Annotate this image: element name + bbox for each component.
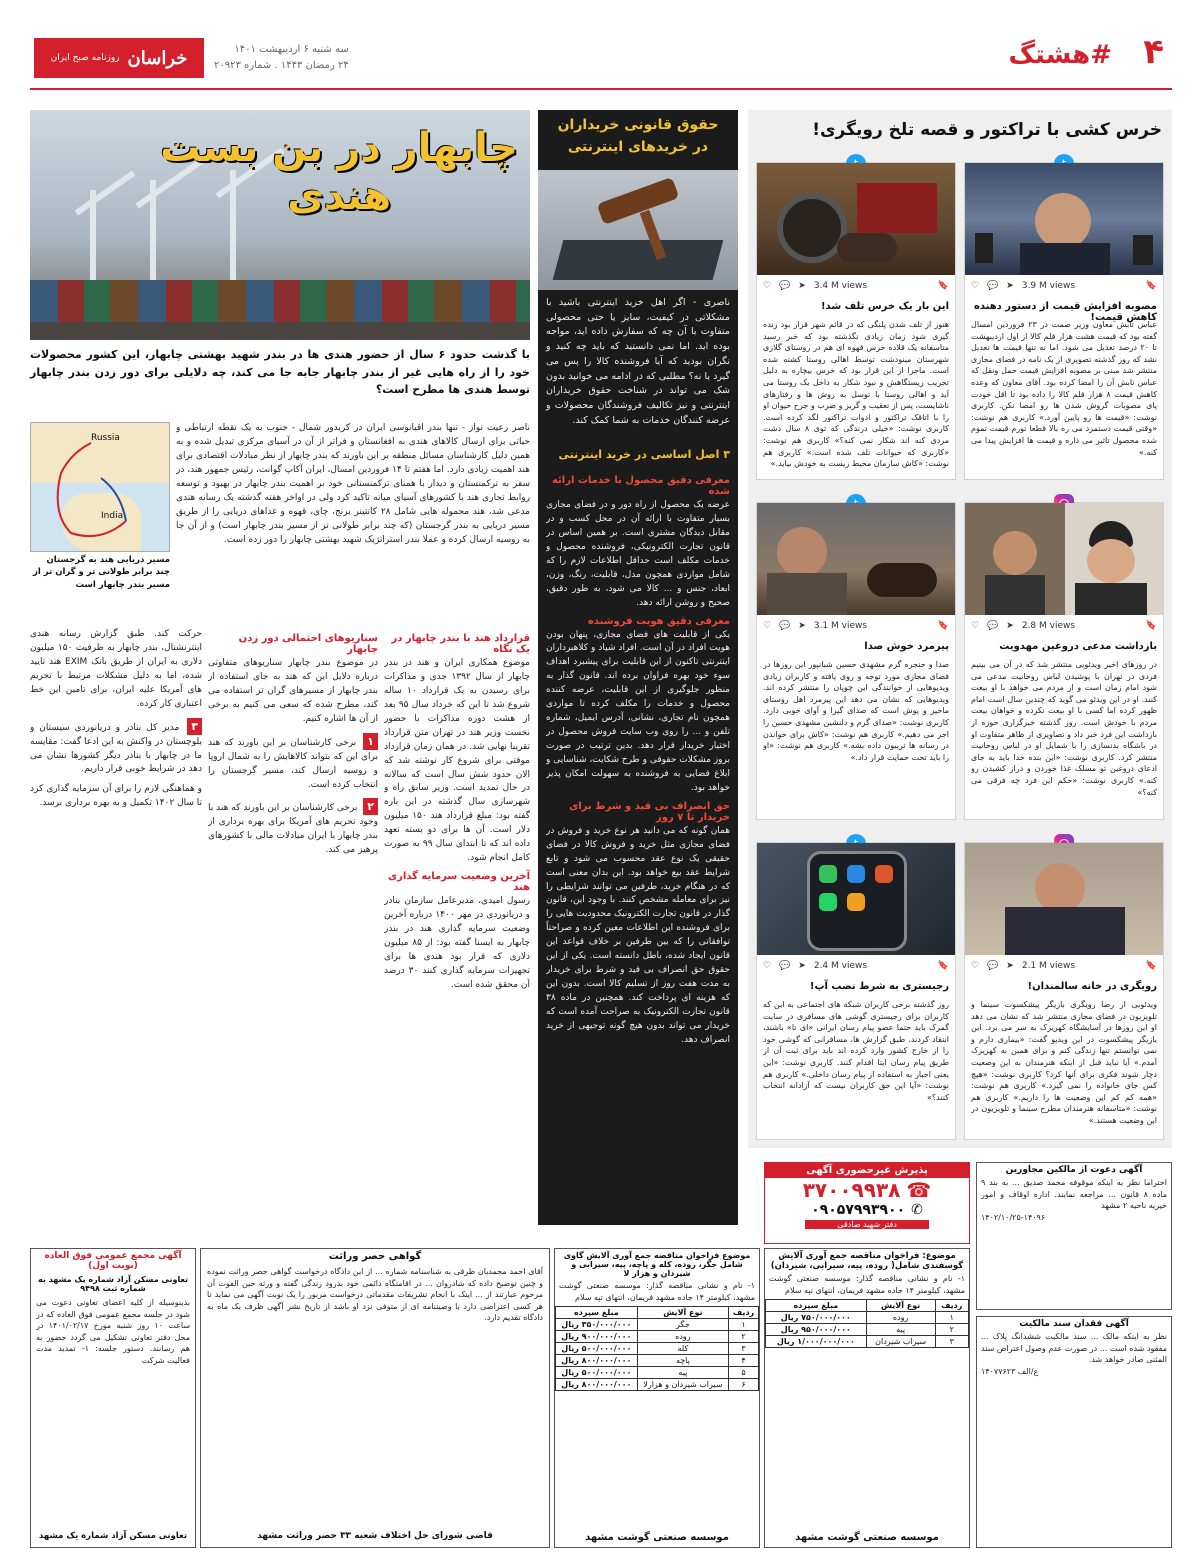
- cell: ۹۰۰/۰۰۰/۰۰۰ ریال: [556, 1331, 638, 1343]
- ad-lost-deed: [976, 1316, 1172, 1548]
- heart-icon[interactable]: ♡: [971, 281, 980, 291]
- cell: روده: [866, 1312, 935, 1324]
- cell: پاچه: [637, 1355, 728, 1367]
- rights-column: [538, 110, 738, 1225]
- ad-phone-2: [765, 1202, 969, 1218]
- rights-title: [544, 114, 732, 159]
- route-map: [30, 422, 170, 552]
- social-column: [748, 110, 1172, 1148]
- cell: ۳۵۰/۰۰۰/۰۰۰ ریال: [556, 1319, 638, 1331]
- closing-text: و هماهنگی لازم را برای آن سرمایه گذاری کرد تا سال ۱۴۰۲ تکمیل و به بهره برداری برسد.: [30, 784, 202, 809]
- tender-table: [765, 1299, 969, 1348]
- ad-footer: قاضی شورای حل اختلاف شعبه ۳۳ حصر وراثت مشهد: [257, 1531, 493, 1541]
- point-2-text: برخی کارشناسان بر این باورند که هند با وجود تحریم های آمریکا برای بهره برداری از بندر چابهار با ایران مبادلات مالی با کشورهای پرهیز می کند.: [208, 803, 378, 856]
- post-card[interactable]: [756, 842, 956, 1140]
- ad-owners-invite: [976, 1162, 1172, 1310]
- point-3: [30, 718, 202, 778]
- post-photo: [757, 503, 955, 615]
- sub-heading-3: سناریوهای احتمالی دور زدن چابهار: [238, 633, 378, 655]
- post-stats: [763, 281, 949, 291]
- right-text: حرکت کند. طبق گزارش رسانه هندی اینترنشنال، بندر چابهار به ظرفیت ۱۵۰ میلیون دلاری به ایران از طریق بانک EXIM هند تایید شده، اما به دلیل مشکلات مرتبط با تحریم های آمریکا علیه ایران، برای تامین این خط اعتباری کار کرده.: [30, 629, 202, 709]
- ad-title: آگهی فقدان سند مالکیت: [1019, 1319, 1129, 1329]
- ad-text: ۱- نام و نشانی مناقصه گذار: موسسه صنعتی گوشت مشهد، کیلومتر ۱۴ جاده مشهد فریمان، انتهای تپه سلام: [769, 1274, 965, 1295]
- map-caption: مسیر دریایی هند به گرجستان چند برابر طولانی تر و گران تر از مسیر بندر چابهار است: [33, 555, 170, 590]
- rights-text-2: یکی از قابلیت های فضای مجازی، پنهان بودن هویت افراد در آن است. افراد شیاد و کلاهبرداران اینترنتی تاکنون از این قابلیت برای پیشبرد اهداف سوء خود بهره فراوان برده اند. قانون گذار به منظور جلوگیری از این قابلیت، عرضه کننده محصول و خدمات را مکلف کرده تا مواردی همچون نام تجاری، نشانی، آدرس ایمیل، شماره تلفن و ... را روی وب سایت فروش محصول در اختیار خریدار قرار دهد. بدین ترتیب در صورت بروز مشکلات حقوقی و طرح شکایت، شناسایی و ابلاغ قضایی به فروشنده به سهولت امکان پذیر خواهد بود.: [546, 629, 730, 793]
- social-title: خرس کشی با تراکتور و قصه تلخ رویگری!: [812, 120, 1162, 140]
- ad-phone-1: [765, 1178, 969, 1202]
- post-photo: [965, 163, 1163, 275]
- lead-text: با گذشت حدود ۶ سال از حضور هندی ها در بندر شهید بهشتی چابهار، این کشور محصولات خود را از راه هایی غیر از بندر چابهار جابه جا می کند، چه دلایلی برای دور زدن بندر چابهار توسط هندی ها مطرح است؟: [30, 348, 530, 397]
- bookmark-icon[interactable]: 🔖: [937, 961, 949, 971]
- rights-sub-1: معرفی دقیق محصول با خدمات ارائه شده: [551, 475, 730, 497]
- point-1-num: ۱: [363, 733, 378, 750]
- post-stats: [971, 961, 1157, 971]
- paper-name: خراسان: [127, 47, 188, 69]
- table-row: [556, 1319, 759, 1331]
- page-number: ۴: [1143, 32, 1164, 72]
- ad-assembly: [30, 1248, 196, 1548]
- col-amount: مبلغ سپرده: [556, 1307, 638, 1319]
- sub-text-2: رسول امیدی، مدیرعامل سازمان بنادر و دریانوردی در مهر ۱۴۰۰ درباره آخرین وضعیت سرمایه گذاری هند در بندر چابهار به ایسنا گفته بود: از ۸۵ میلیون دلاری که قرار بود هندی ها برای تجهیزات سرمایه گذاری کنند ۳۰ درصد آن محقق شده است.: [384, 896, 530, 990]
- ad-sheep-tender: [764, 1248, 970, 1548]
- gavel-photo: [538, 170, 738, 290]
- table-row: [766, 1324, 969, 1336]
- sub-text-1: موضوع همکاری ایران و هند در بندر چابهار از سال ۱۳۹۲ جدی و مذاکرات برای رسیدن به یک قرارداد ۱۰ ساله شروع شد تا این که خرداد سال ۹۵ بعد از هشت دوره مذاکرات با حضور نخست وزیر هند در تهران متن قرارداد تقریبا نهایی شد. در همان زمان قرارداد موقتی برای شروع کار نوشته شد که الان حدود شش سال است که سالانه در حال تمدید است. وزیر سابق راه و شهرسازی سال گذشته در این باره گفته بود: مبلغ قرارداد هند ۱۵۰ میلیون دلار است. آن ها برای دو بسته تعهد داده اند که تا ابتدای سال ۹۹ به صورت کامل انجام شود.: [384, 658, 530, 864]
- main-photo: [30, 110, 530, 340]
- ad-phone-title: پذیرش غیرحضوری آگهی: [765, 1163, 969, 1178]
- heart-icon[interactable]: ♡: [971, 961, 980, 971]
- bookmark-icon[interactable]: 🔖: [937, 281, 949, 291]
- rights-body: [546, 470, 730, 1217]
- ad-text: احتراما نظر به اینکه موقوفه محمد صدیق ... به بند ۹ ماده ۸ قانون ... مراجعه نمایند. اداره اوقاف و امور خیریه ناحیه ۲ مشهد: [981, 1178, 1167, 1211]
- route-lines: [31, 423, 170, 552]
- cell: ۱: [935, 1312, 968, 1324]
- share-icon[interactable]: ➤: [1006, 281, 1014, 291]
- rights-title-2: در خریدهای اینترنتی: [567, 139, 709, 156]
- share-icon[interactable]: ➤: [798, 621, 806, 631]
- cell: ۸۰۰/۰۰۰/۰۰۰ ریال: [556, 1379, 638, 1391]
- views-count: 3.1 M views: [813, 621, 868, 631]
- post-card[interactable]: [756, 162, 956, 480]
- ad-footer: تعاونی مسکن آزاد شماره یک مشهد: [38, 1531, 188, 1541]
- phone-1-number: ۳۷۰۰۹۹۳۸: [802, 1178, 901, 1202]
- paper-sub: روزنامه صبح ایران: [50, 53, 120, 63]
- cell: ۱: [729, 1319, 759, 1331]
- article-col-2: [208, 628, 378, 1208]
- post-photo: [965, 503, 1163, 615]
- views-count: 2.8 M views: [1021, 621, 1076, 631]
- map-label-india: India: [101, 511, 124, 521]
- cell: ۵۰۰/۰۰۰/۰۰۰ ریال: [556, 1367, 638, 1379]
- cell: سیراب شیردان و هزارلا: [637, 1379, 728, 1391]
- heart-icon[interactable]: ♡: [971, 621, 980, 631]
- post-stats: [763, 621, 949, 631]
- cell: ۶: [729, 1379, 759, 1391]
- ad-text: نظر به اینکه مالک ... سند مالکیت ششدانگ پلاک ... مفقود شده است ... در صورت عدم وصول اعتراض سند المثنی صادر خواهد شد.: [981, 1332, 1167, 1365]
- post-text: ویدئویی از رضا رویگری بازیگر پیشکسوت سینما و تلویزیون در فضای مجازی منتشر شد که نشان می دهد او این روزها در آسایشگاه کهریزک به سر می برد. این بازیگر پیشکسوت در این ویدیو گفت: «بیماری دارم و نمی توانستم تنها زندگی کنم و برای همین به کهریزک آمدم.» آیا نباید قبل از اینکه هنرمندان به این وضعیت دچار شوند فکری برای آنها کرد؟ کاربری نوشت: «هیچ کس جای خانواده را نمی گیرد.» کاربری هم نوشت: «همه کم کم این وضعیت ها را داریم.» کاربری هم نوشت: «متاسفانه هنرمندان مطرح سینما و تلویزیون در این وضعیت هستند.»: [971, 1000, 1157, 1125]
- ad-title: موضوع: فراخوان مناقصه جمع آوری آلایش گوسفندی شامل( روده، پیه، سیرابی، شیردان): [770, 1251, 964, 1271]
- post-text: در روزهای اخیر ویدئویی منتشر شد که در آن می بینیم فردی در تهران با پوشیدن لباس روحانیت مدعی می شود امام زمان است و از مردم می خواهد با او بیعت کنند. او در این ویدئو می گوید که چندین سال است امام ظهور کرده اما کسی با او بیعت نکرده و خواهان بیعت مردم با خودش است. روز گذشته خبرگزاری حوزه از بازداشت این فرد خبر داد و تصاویری از ظاهر متفاوت او در باشگاه بدنسازی را با شمایل او در لباس روحانیت منتشر کرد. کاربری نوشت: «این بنده خدا باید به جای ادعای دروغین تو مسلک غذا خوردن و دراز کشیدن رو کنه.» کاربری نوشت: «حکم این فرد چه فرقی می کنه؟»: [971, 660, 1157, 797]
- point-2-num: ۲: [363, 798, 378, 815]
- cell: کله: [637, 1343, 728, 1355]
- cell: ۳: [935, 1336, 968, 1348]
- table-row: [766, 1312, 969, 1324]
- views-count: 3.9 M views: [1021, 281, 1076, 291]
- map-label-russia: Russia: [91, 433, 120, 443]
- post-text: هنوز از تلف شدن پلنگی که در قائم شهر قرار بود زنده گیری شود زمان زیادی نگذشته بود که خبر رسید متاسفانه یک قلاده خرس قهوه ای هم در روستای گلازی شهرستان مینودشت توسط اهالی روستا کشته شده است. ماجرا از این قرار بود که خرس بیچاره به دلیل تخریب زیستگاهش و نبود شکار به داخل یک روستا می آید و اهالی روستا با توسل به روش ها و رفتارهای ناشایست، پس از تعقیب و گریز و ضرب و جرح حیوان او را با اتاقک تراکتور و ادوات تراکتور لگد کرده است. کاربری نوشت: «خیلی درندگی که توی ۸ سال دشت مردی کنه اند شکار نمی کنه؟» کاربری هم نوشت: «کاربری که حیوانات تلف شده است.» کاربری هم نوشت: «کاش سازمان محیط زیست به خودش بیاید.»: [763, 320, 949, 469]
- cell: پیه: [637, 1367, 728, 1379]
- share-icon[interactable]: ➤: [798, 281, 806, 291]
- share-icon[interactable]: ➤: [798, 961, 806, 971]
- headline-line-1: چابهار در بن بست: [160, 125, 518, 171]
- headline-line-2: هندی: [287, 173, 392, 219]
- table-header: [556, 1307, 759, 1319]
- cell: ۵: [729, 1367, 759, 1379]
- bookmark-icon[interactable]: 🔖: [937, 621, 949, 631]
- ad-title: موضوع فراخوان مناقصه جمع آوری آلایش گاوی شامل جگر، روده، کله و پاچه، پیه، سیرابی و شیردان و هزار لا: [563, 1251, 751, 1278]
- post-caption: پیرمرد خوش صدا: [864, 641, 949, 652]
- cell: ۵۰۰/۰۰۰/۰۰۰ ریال: [556, 1343, 638, 1355]
- point-1: [208, 733, 378, 793]
- ad-title: آگهی مجمع عمومی فوق العاده (نوبت اول): [44, 1251, 182, 1271]
- cell: ۲: [729, 1331, 759, 1343]
- phone-icon: ☎: [906, 1178, 932, 1202]
- ad-title: آگهی دعوت از مالکین مجاورین: [1005, 1165, 1143, 1175]
- rights-title-1: حقوق قانونی خریداران: [557, 117, 719, 133]
- post-caption: بازداشت مدعی دروغین مهدویت: [999, 641, 1157, 652]
- table-row: [556, 1367, 759, 1379]
- comment-icon[interactable]: 💬: [779, 281, 791, 291]
- comment-icon[interactable]: 💬: [987, 961, 999, 971]
- post-caption: این بار یک خرس تلف شد!: [821, 301, 949, 312]
- ad-phone-box: [764, 1162, 970, 1244]
- ad-cattle-tender: [554, 1248, 760, 1548]
- table-row: [766, 1336, 969, 1348]
- phone-2-number: ۰۹۰۵۷۹۹۳۹۰۰: [811, 1202, 906, 1218]
- tender-table: [555, 1306, 759, 1391]
- point-3-num: ۳: [187, 718, 202, 735]
- post-caption: رویگری در خانه سالمندان!: [1027, 981, 1157, 992]
- date-line-2: ۲۴ رمضان ۱۴۴۳ . شماره ۲۰۹۲۳: [214, 60, 349, 71]
- ad-subtitle: تعاونی مسکن آزاد شماره یک مشهد به شماره ثبت ۹۴۹۸: [37, 1275, 189, 1293]
- heart-icon[interactable]: ♡: [763, 621, 772, 631]
- post-caption: مصوبه افزایش قیمت از دستور دهنده کاهش قیمت!: [973, 301, 1157, 323]
- table-header: [766, 1300, 969, 1312]
- bookmark-icon[interactable]: 🔖: [1145, 621, 1157, 631]
- rights-text-1: عرضه یک محصول از راه دور و در فضای مجازی بسیار متفاوت با ارائه آن در محل کسب و در مقابل دیدگان مشتری است. بر همین اساس در قانون تجارت الکترونیکی، فروشنده محصول و خدمات مکلف است حداقل اطلاعات لازم را که شامل مواردی همچون مدل، قابلیت، رنگ، وزن، ابعاد، جنس و ... کالا می شود، به طور دقیق، صحیح و روشن ارائه دهد.: [546, 500, 730, 608]
- sub-heading-2: آخرین وضعیت سرمایه گذاری هند: [387, 871, 530, 894]
- heart-icon[interactable]: ♡: [763, 961, 772, 971]
- cell: روده: [637, 1331, 728, 1343]
- views-count: 3.4 M views: [813, 281, 868, 291]
- point-1-text: برخی کارشناسان بر این باورند که هند برای این که بتواند کالاهایش را به شمال اروپا و روسیه ارسال کند، مسیر گرجستان را انتخاب کرده است.: [208, 737, 378, 790]
- post-photo: [757, 163, 955, 275]
- sub-heading-1: قرارداد هند با بندر چابهار در یک نگاه: [391, 633, 530, 655]
- date-line-1: سه شنبه ۶ اردیبهشت ۱۴۰۱: [234, 44, 349, 55]
- post-stats: [971, 621, 1157, 631]
- section-title: #هشتگ: [1008, 40, 1112, 70]
- comment-icon[interactable]: 💬: [779, 961, 791, 971]
- masthead: [34, 38, 204, 78]
- post-card[interactable]: [756, 502, 956, 820]
- post-stats: [971, 281, 1157, 291]
- mobile-icon: ✆: [911, 1202, 923, 1218]
- col-n: ردیف: [729, 1307, 759, 1319]
- point-2: [208, 798, 378, 858]
- principles-title: ۳ اصل اساسی در خرید اینترنتی: [558, 448, 730, 461]
- heart-icon[interactable]: ♡: [763, 281, 772, 291]
- post-caption: رجیستری به شرط نصب آپ!: [809, 981, 949, 992]
- rights-intro: ناصری - اگر اهل خرید اینترنتی باشید با مشکلاتی در کیفیت، سایز یا حتی محصولی متفاوت با آن چه که سفارش داده اید، مواجه بوده اید. اما نمی دانستید که باید چه کنید و نگران بودید که آیا فروشنده کالا را پس می گیرد یا نه؟ مطلبی که در ادامه می خوانید بدون شک می تواند در شناخت حقوق خریداران اینترنتی و نیز تکالیف فروشندگان محصولات و عرضه کنندگان خدمات به شما کمک کند.: [546, 297, 730, 426]
- rights-sub-2: معرفی دقیق هویت فروشنده: [587, 615, 730, 627]
- cell: سیراب شیردان: [866, 1336, 935, 1348]
- ad-footer: ع/الف ۱۴۰۷۷۶۲۳: [981, 1366, 1039, 1376]
- rights-text-3: همان گونه که می دانید هر نوع خرید و فروش در فضای مجازی مثل خرید و فروش کالا در فضای حقیقی یک نوع عقد محسوب می شود و تابع شرایط عقد بیع خواهد بود. این بدان معنی است که در هنگام خرید، طرفین می توانند شرایطی را نیز برای معامله مشخص کنند. با وجود این، قانون گذار در قانون تجارت الکترونیک محدودیت هایی را برای فروشنده این اطلاعات معین کرده و صراحتاً توافقاتی را که بین طرفین بر خلاف قواعد این قانون ایجاد شده، باطل دانسته است. یکی از این حقوق حق انصراف بی قید و شرط برای خریدار به مدت هفت روز از تسلیم کالا است. بدون این که هزینه ای پرداخت کند. همچنین در ماده ۳۸ قانون تجارت الکترونیک به صراحت آمده است که خریدار می تواند بدون هیچ گونه توجیهی از خرید انصراف دهد.: [546, 825, 730, 1045]
- post-card[interactable]: [964, 502, 1164, 820]
- cell: ۴: [729, 1355, 759, 1367]
- post-text: روز گذشته برخی کاربران شبکه های اجتماعی به این که کاربران برای رجیستری گوشی های مسافری در سایت گمرک باید حتما عضو پیام رسان ایرانی «ای تا» باشند، انتقاد کردند. طبق گزارش ها، مسافرانی که گوشی خود را از خارج کشور وارد کرده اند باید برای ثبت آن از طریق پیام رسان ایتا اقدام کنند. کاربری نوشت: «این یعنی اجبار به استفاده از پیام رسان داخلی.» کاربری هم نوشت: «آیا این حق کاربران نیست که آزادانه انتخاب کنند؟»: [763, 1000, 949, 1102]
- ad-text: بدینوسیله از کلیه اعضای تعاونی دعوت می شود در جلسه مجمع عمومی فوق العاده که در ساعت ۱۰ روز شنبه مورخ ۱۴۰۱/۰۲/۱۷ در محل دفتر تعاونی تشکیل می گردد حضور به هم رسانند. دستور جلسه: ۱- تمدید مدت فعالیت شرکت: [36, 1298, 191, 1365]
- ad-inheritance: [200, 1248, 550, 1548]
- cell: ۱/۰۰۰/۰۰۰/۰۰۰ ریال: [766, 1336, 867, 1348]
- post-card[interactable]: [964, 162, 1164, 480]
- cell: ۸۰۰/۰۰۰/۰۰۰ ریال: [556, 1355, 638, 1367]
- share-icon[interactable]: ➤: [1006, 961, 1014, 971]
- article-col-1: [384, 628, 530, 1208]
- comment-icon[interactable]: 💬: [987, 621, 999, 631]
- bookmark-icon[interactable]: 🔖: [1145, 961, 1157, 971]
- cell: ۷۵۰/۰۰۰/۰۰۰ ریال: [766, 1312, 867, 1324]
- rights-sub-3: حق انصراف بی قید و شرط برای خریدار تا ۷ روز: [569, 800, 730, 823]
- ad-text: آقای احمد محمدیان طرقی به شناسنامه شماره ... از این دادگاه درخواست گواهی حصر وراثت نموده و چنین توضیح داده که شادروان ... در اقامتگاه دائمی خود بدرود زندگی گفته و ورثه حین الفوت آن مرحوم عبارتند از ... اینک با انجام تشریفات مقدماتی درخواست مزبور را یک نوبت آگهی می نماید تا هر کسی اعتراضی دارد یا وصیتنامه ای از متوفی نزد او باشد از تاریخ نشر آگهی ظرف یک ماه به دادگاه تقدیم دارد.: [207, 1267, 543, 1323]
- main-headline: [160, 124, 518, 220]
- cell: ۲: [935, 1324, 968, 1336]
- col-item: نوع آلایش: [866, 1300, 935, 1312]
- post-text: عباس تابش معاون وزیر صمت در ۲۳ فروردین امسال گفته بود که قیمت هشت هزار قلم کالا از اول اردیبهشت تا ۲۰ درصد تعدیل می شود. اما نه تنها قیمت ها تعدیل نشد که روز گذشته تصویری از یک نامه در فضای مجازی منتشر شد مبنی بر مصوبه افزایش قیمت حمل ونقل که عباس تابش آن را امضا کرده بود. آقای معاون که وعده کاهش قیمت ۸ هزار قلم کالا را داده بود تا اقل خودت پای مصوبات گروش شدن ها رو امضا نکن. کاربری نوشت: «قیمت ها رو پایین آورد.» کاربری هم نوشت: «وقتی قیمت دستمزد می ره بالا قطعا تورم قیمت تموم شده محصول تاثیر می ذاره و قیمت ها افزایش پیدا می کنه.»: [971, 320, 1157, 457]
- ad-title: گواهی حصر وراثت: [328, 1251, 422, 1262]
- cell: ۹۵۰/۰۰۰/۰۰۰ ریال: [766, 1324, 867, 1336]
- ad-office: دفتر شهید صادقی: [805, 1220, 929, 1229]
- views-count: 2.1 M views: [1021, 961, 1076, 971]
- ad-footer: موسسه صنعتی گوشت مشهد: [585, 1532, 729, 1543]
- table-row: [556, 1343, 759, 1355]
- main-intro: ناصر رعیت نواز - تنها بندر اقیانوسی ایران در کریدور شمال - جنوب به یک نقطه ارتباطی و حیاتی برای ارسال کالاهای هندی به افغانستان و فراتر از آن در آسیای مرکزی تبدیل شده و به همین دلیل کارشناسان مسائل منطقه بر این باورند که بندر چابهار از نظر مبادلات اقتصادی برای هند اهمیت زیادی دارد. اما هفتم تا ۱۴ فروردین امسال، ایران آکاپ گوانت، رئیس جمهور هند، در سفر به ترکمنستان و دیدار با همتای ترکمنستانی خود بر اهمیت بندر چابهار در بهبود و توسعه روابط تجاری هند با کشورهای آسیای میانه تاکید کرد ولی در اواخر هفته گذشته یک رسانه هندی مدعی شد، هند محموله هایی شامل ۲۸ کانتینر برنج، چای، قهوه و غذاهای دریایی را از طریق مسیر دریایی به بندر گرجستان (که چند برابر طولانی تر از مسیر بندر چابهار است) و از آن جا به روسیه ارسال کرده و عملا بندر استراتژیک شهید بهشتی چابهار را دور زده است.: [176, 423, 530, 545]
- post-photo: [965, 843, 1163, 955]
- cell: ۳: [729, 1343, 759, 1355]
- table-row: [556, 1379, 759, 1391]
- table-row: [556, 1355, 759, 1367]
- page-header: [30, 28, 1172, 90]
- bookmark-icon[interactable]: 🔖: [1145, 281, 1157, 291]
- share-icon[interactable]: ➤: [1006, 621, 1014, 631]
- article-col-3: [30, 628, 202, 1208]
- ad-footer: ۱۴۰۲/۱۰/۲۵-۱۴۰۹۶: [981, 1212, 1046, 1222]
- point-3-text: مدیر کل بنادر و دریانوردی سیستان و بلوچستان در واکنش به این ادعا گفت: مقایسه ما در چابهار با بنادر دیگر کشورها نشان می دهد در شرایط خوبی قرار داریم.: [30, 722, 202, 775]
- cell: جگر: [637, 1319, 728, 1331]
- post-stats: [763, 961, 949, 971]
- post-text: صدا و حنجره گرم مشهدی حسین شبانپور این روزها در فضای مجازی مورد توجه و روی یافته و کاربران زیادی ویدیوهایی از خوانندگی این چوپان را منتشر کرده اند. ویدیوهایی که نشان می دهد این پیرمرد اهل روستای ماخیر و پوش است که صدای گیرا و آوای خوبی دارد. کاربری نوشت: «صدای گرم و دلنشین مشهدی حسین را اجر می دهیم.» کاربری هم نوشت: «کاش برای خواندن در رسانه ها تریبون داده بشه.» کاربری هم نوشت: «او را باید تحت حمایت قرار داد.»: [763, 660, 949, 762]
- views-count: 2.4 M views: [813, 961, 868, 971]
- comment-icon[interactable]: 💬: [987, 281, 999, 291]
- cell: پیه: [866, 1324, 935, 1336]
- col-n: ردیف: [935, 1300, 968, 1312]
- post-card[interactable]: [964, 842, 1164, 1140]
- date-block: [214, 42, 349, 74]
- col-amount: مبلغ سپرده: [766, 1300, 867, 1312]
- sub-text-3: در موضوع بندر چابهار سناریوهای متفاوتی درباره دلایل این که هند به جای استفاده از بندر چابهار از مسیرهای گران تر استفاده می کند، مطرح شده که سعی می کنیم به برخی از آن ها اشاره کنیم.: [208, 658, 378, 724]
- table-row: [556, 1331, 759, 1343]
- ad-footer: موسسه صنعتی گوشت مشهد: [795, 1532, 939, 1543]
- col-item: نوع آلایش: [637, 1307, 728, 1319]
- comment-icon[interactable]: 💬: [779, 621, 791, 631]
- post-photo: [757, 843, 955, 955]
- ad-text: ۱- نام و نشانی مناقصه گذار: موسسه صنعتی گوشت مشهد، کیلومتر ۱۴ جاده مشهد فریمان، انتهای تپه سلام: [559, 1281, 755, 1302]
